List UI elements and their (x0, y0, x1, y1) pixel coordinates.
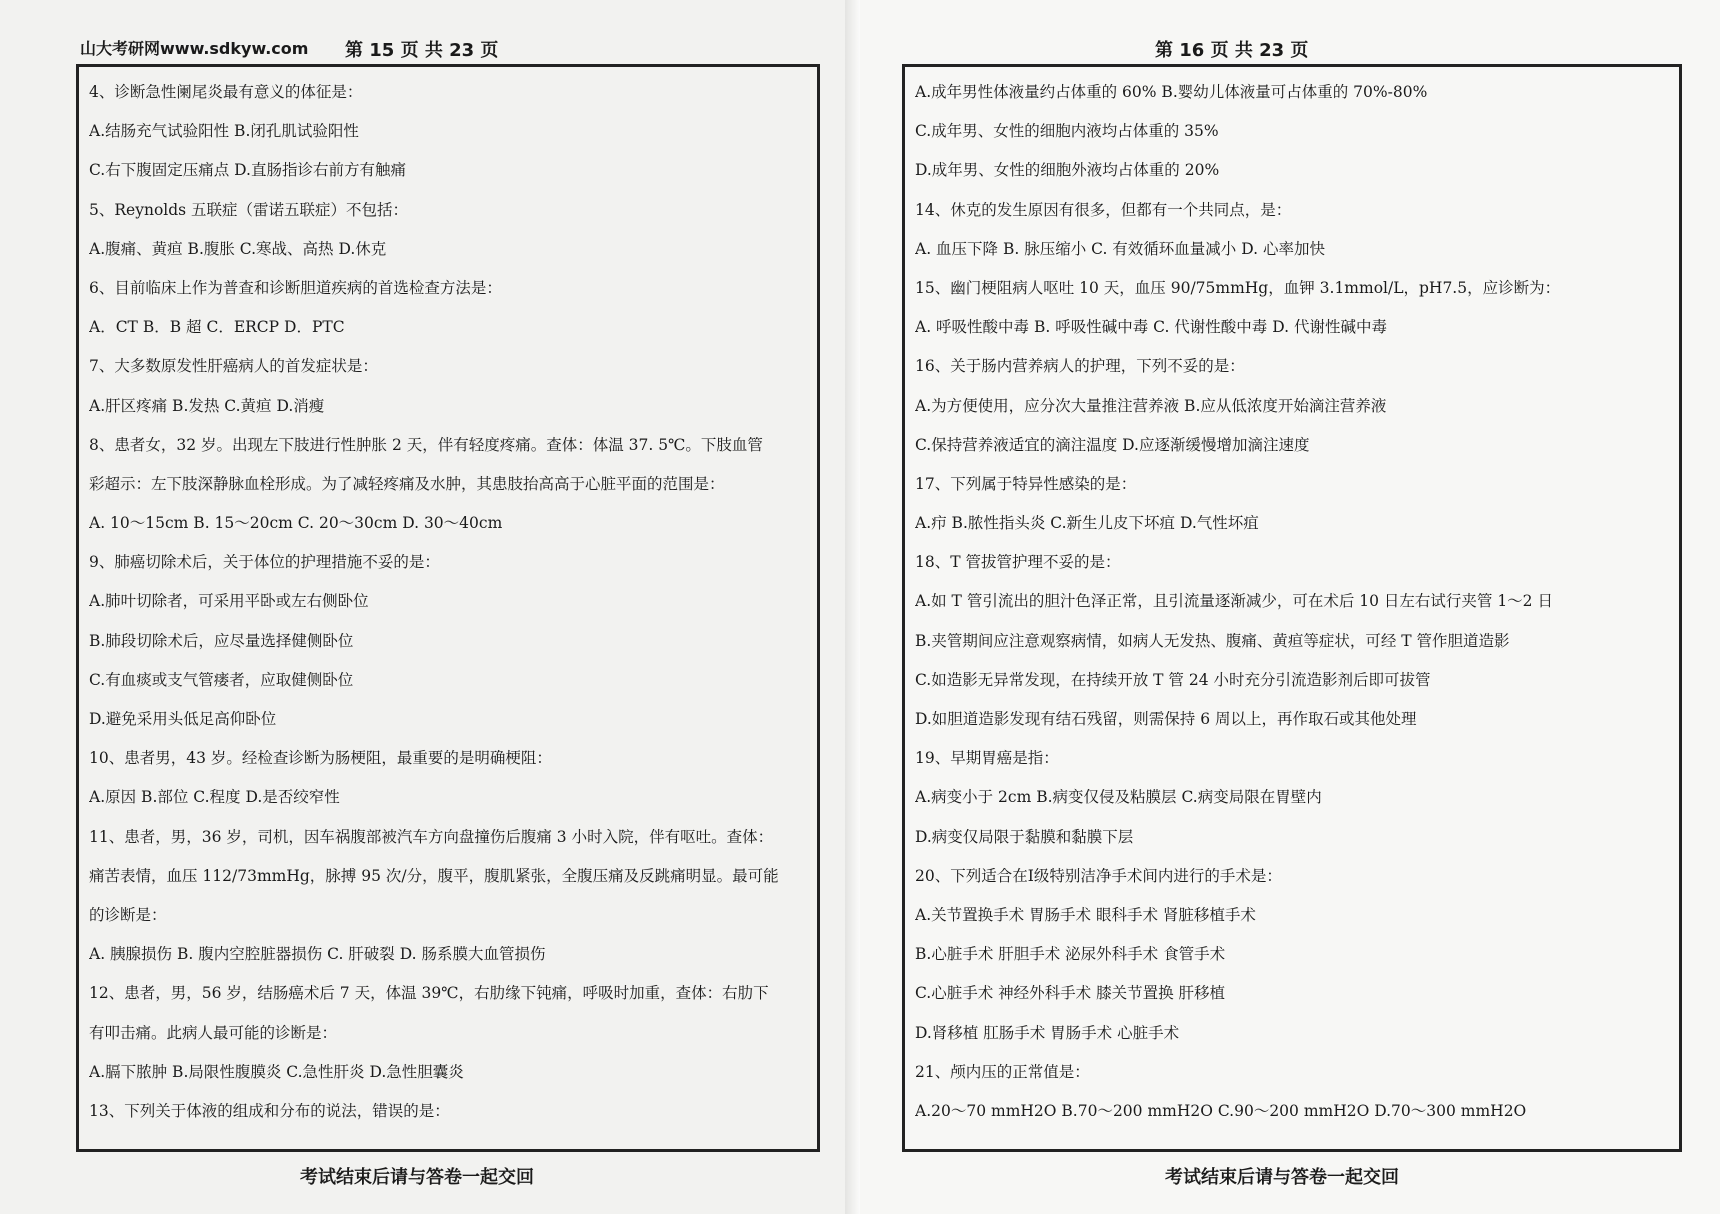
question-text-line: 16、关于肠内营养病人的护理，下列不妥的是： (915, 357, 1245, 376)
question-text-line: C.成年男、女性的细胞内液均占体重的 35% (915, 122, 1219, 141)
question-text-line: A．CT B．B 超 C．ERCP D．PTC (89, 318, 345, 337)
question-text-line: D.病变仅局限于黏膜和黏膜下层 (915, 827, 1134, 846)
question-text-line: 14、休克的发生原因有很多，但都有一个共同点，是： (915, 200, 1292, 219)
question-text-line: D.如胆道造影发现有结石残留，则需保持 6 周以上，再作取石或其他处理 (915, 710, 1417, 728)
question-text-line: 19、早期胃癌是指： (915, 749, 1059, 768)
question-text-line: A.腹痛、黄疸 B.腹胀 C.寒战、高热 D.休克 (89, 239, 387, 258)
question-text-line: C.有血痰或支气管瘘者，应取健侧卧位 (89, 670, 354, 689)
question-text-line: A.原因 B.部位 C.程度 D.是否绞窄性 (89, 788, 340, 807)
question-text-line: D.成年男、女性的细胞外液均占体重的 20% (915, 161, 1220, 180)
left-question-frame (76, 64, 820, 1152)
right-question-lines (915, 73, 1671, 1131)
question-text-line: 6、目前临床上作为普查和诊断胆道疾病的首选检查方法是： (89, 278, 502, 297)
question-text-line: A.疖 B.脓性指头炎 C.新生儿皮下坏疽 D.气性坏疽 (915, 514, 1259, 533)
question-text-line: A.关节置换手术 胃肠手术 眼科手术 肾脏移植手术 (915, 905, 1256, 924)
question-text-line: 20、下列适合在Ⅰ级特别洁净手术间内进行的手术是： (915, 866, 1282, 885)
right-question-frame (902, 64, 1682, 1152)
question-text-line: D.避免采用头低足高仰卧位 (89, 710, 277, 728)
question-text-line: 4、诊断急性阑尾炎最有意义的体征是： (89, 83, 363, 101)
question-text-line: 10、患者男，43 岁。经检查诊断为肠梗阻，最重要的是明确梗阻： (89, 749, 552, 768)
question-text-line: 13、下列关于体液的组成和分布的说法，错误的是： (89, 1101, 450, 1120)
question-text-line: A.为方便使用，应分次大量推注营养液 B.应从低浓度开始滴注营养液 (915, 396, 1387, 415)
right-page-number: 第 16 页 共 23 页 (1155, 40, 1309, 61)
question-text-line: A. 血压下降 B. 脉压缩小 C. 有效循环血量减小 D. 心率加快 (915, 239, 1325, 258)
question-text-line: D.肾移植 肛肠手术 胃肠手术 心脏手术 (915, 1023, 1180, 1042)
question-text-line: A.成年男性体液量约占体重的 60% B.婴幼儿体液量可占体重的 70%-80% (915, 83, 1428, 101)
question-text-line: 彩超示：左下肢深静脉血栓形成。为了减轻疼痛及水肿，其患肢抬高高于心脏平面的范围是： (89, 474, 725, 493)
question-text-line: A. 10～15cm B. 15～20cm C. 20～30cm D. 30～40cm (89, 514, 503, 533)
question-text-line: B.心脏手术 肝胆手术 泌尿外科手术 食管手术 (915, 945, 1226, 964)
site-watermark: 山大考研网www.sdkyw.com (80, 39, 309, 58)
question-text-line: 痛苦表情，血压 112/73mmHg，脉搏 95 次/分，腹平，腹肌紧张，全腹压痛及反跳痛明显。最可能 (89, 866, 779, 885)
question-text-line: A.如 T 管引流出的胆汁色泽正常，且引流量逐渐减少，可在术后 10 日左右试行夹管 1～2 日 (915, 592, 1553, 611)
question-text-line: 12、患者，男，56 岁，结肠癌术后 7 天，体温 39℃，右肋缘下钝痛，呼吸时加重，查体：右肋下 (89, 984, 769, 1003)
question-text-line: 5、Reynolds 五联症（雷诺五联症）不包括： (89, 200, 409, 219)
question-text-line: C.保持营养液适宜的滴注温度 D.应逐渐缓慢增加滴注速度 (915, 435, 1310, 454)
question-text-line: 17、下列属于特异性感染的是： (915, 474, 1137, 493)
question-text-line: B.夹管期间应注意观察病情，如病人无发热、腹痛、黄疸等症状，可经 T 管作胆道造影 (915, 631, 1510, 650)
question-text-line: 11、患者，男，36 岁，司机，因车祸腹部被汽车方向盘撞伤后腹痛 3 小时入院，伴有呕吐。查体： (89, 827, 774, 846)
left-footer-note: 考试结束后请与答卷一起交回 (300, 1167, 534, 1188)
question-text-line: A. 胰腺损伤 B. 腹内空腔脏器损伤 C. 肝破裂 D. 肠系膜大血管损伤 (89, 945, 546, 964)
question-text-line: 18、T 管拔管护理不妥的是： (915, 553, 1121, 572)
left-question-lines (89, 73, 809, 1131)
right-exam-page (860, 0, 1720, 1214)
question-text-line: A. 呼吸性酸中毒 B. 呼吸性碱中毒 C. 代谢性酸中毒 D. 代谢性碱中毒 (915, 318, 1387, 337)
question-text-line: A.肺叶切除者，可采用平卧或左右侧卧位 (89, 592, 369, 611)
question-text-line: 9、肺癌切除术后，关于体位的护理措施不妥的是： (89, 553, 440, 572)
question-text-line: A.结肠充气试验阳性 B.闭孔肌试验阳性 (89, 122, 359, 141)
left-page-number: 第 15 页 共 23 页 (345, 40, 499, 61)
question-text-line: A.膈下脓肿 B.局限性腹膜炎 C.急性肝炎 D.急性胆囊炎 (89, 1062, 464, 1081)
right-footer-note: 考试结束后请与答卷一起交回 (1165, 1167, 1399, 1188)
question-text-line: A.肝区疼痛 B.发热 C.黄疸 D.消瘦 (89, 396, 325, 415)
question-text-line: 7、大多数原发性肝癌病人的首发症状是： (89, 357, 378, 376)
question-text-line: C.右下腹固定压痛点 D.直肠指诊右前方有触痛 (89, 161, 406, 180)
question-text-line: C.心脏手术 神经外科手术 膝关节置换 肝移植 (915, 984, 1226, 1003)
question-text-line: 8、患者女，32 岁。出现左下肢进行性肿胀 2 天，伴有轻度疼痛。查体：体温 37. 5℃。下肢血管 (89, 435, 763, 454)
question-text-line: 的诊断是： (89, 905, 167, 924)
question-text-line: B.肺段切除术后，应尽量选择健侧卧位 (89, 631, 354, 650)
question-text-line: 21、颅内压的正常值是： (915, 1062, 1090, 1081)
question-text-line: A.20～70 mmH2O B.70～200 mmH2O C.90～200 mmH2O D.70～300 mmH2O (915, 1101, 1527, 1120)
question-text-line: 有叩击痛。此病人最可能的诊断是： (89, 1023, 338, 1042)
question-text-line: C.如造影无异常发现，在持续开放 T 管 24 小时充分引流造影剂后即可拔管 (915, 670, 1431, 689)
question-text-line: 15、幽门梗阻病人呕吐 10 天，血压 90/75mmHg，血钾 3.1mmol/L，pH7.5，应诊断为： (915, 278, 1561, 297)
question-text-line: A.病变小于 2cm B.病变仅侵及粘膜层 C.病变局限在胃壁内 (915, 788, 1322, 807)
